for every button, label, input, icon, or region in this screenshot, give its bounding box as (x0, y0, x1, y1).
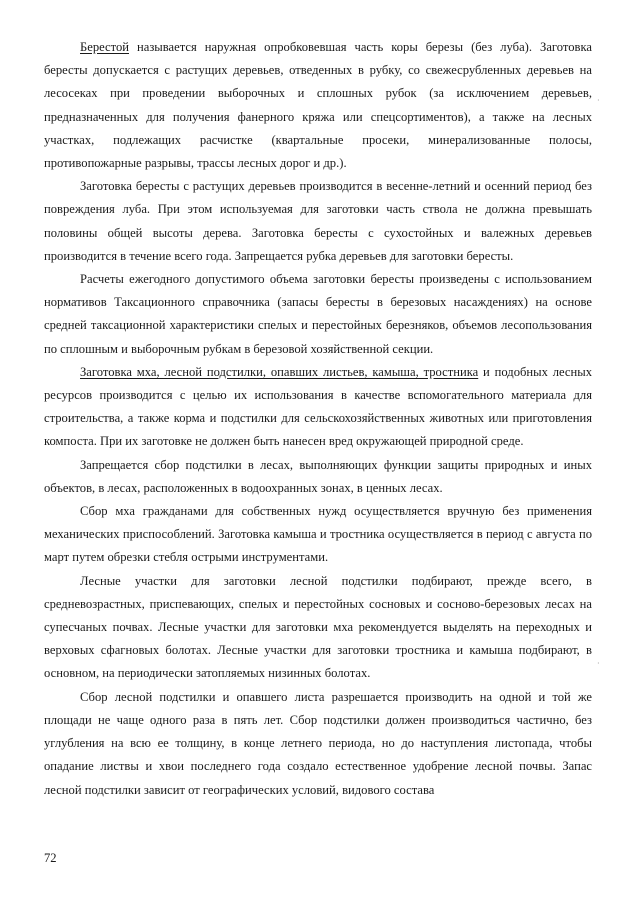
paragraph-birch-bark-definition (44, 36, 592, 175)
paragraph-text: Расчеты ежегодного допустимого объема заготовки бересты произведены с использованием нормативов Таксационного справочника (запасы бересты в березовых насаждениях) на основе средней таксационной характеристики спелых и перестойных березняков, объемов лесопользования по сплошным и выборочным рубкам в березовой хозяйственной секции. (44, 272, 592, 356)
paragraph-birch-bark-volume-calculation (44, 268, 592, 361)
page-number: 72 (44, 851, 57, 865)
paragraph-text: называется наружная опробковевшая часть коры березы (без луба). Заготовка бересты допускается с растущих деревьев, отведенных в рубку, со свежесрубленных деревьев на лесосеках при проведении выборочных и сплошных рубок (за исключением деревьев, предназначенных для получения фанерного кряжа или спецсортиментов), а также на лесных участках, подлежащих расчистке (квартальные просеки, минерализованные полосы, противопожарные разрывы, трассы лесных дорог и др.). (44, 40, 592, 171)
paragraph-text: Сбор мха гражданами для собственных нужд осуществляется вручную без применения механических приспособлений. Заготовка камыша и тростника осуществляется в период с августа по март путем обрезки стебля острыми инструментами. (44, 504, 592, 565)
paragraph-text: Сбор лесной подстилки и опавшего листа разрешается производить на одной и той же площади не чаще одного раза в пять лет. Сбор подстилки должен производиться частично, без углубления на всю ее толщину, в конце летнего периода, но до наступления листопада, чтобы опадание листвы и хвои последнего года создало естественное удобрение лесной почвы. Запас лесной подстилки зависит от географических условий, видового состава (44, 689, 592, 797)
paragraph-litter-collection-frequency (44, 686, 592, 802)
term-birch-bark: Берестой (80, 40, 129, 54)
scan-artifact-mark: · (597, 659, 600, 668)
paragraph-litter-prohibition (44, 454, 592, 500)
paragraph-text: и подобных лесных ресурсов производится с целью их использования в качестве вспомогательного материала для строительства, а также корма и подстилки для сельскохозяйственных животных или приготовления компоста. При их заготовке не должен быть нанесен вред окружающей природной среде. (44, 364, 592, 449)
paragraph-text: Запрещается сбор подстилки в лесах, выполняющих функции защиты природных и иных объектов, в лесах, расположенных в водоохранных зонах, в ценных лесах. (44, 457, 592, 495)
scan-artifact-mark: · (597, 96, 600, 105)
paragraph-text: Заготовка бересты с растущих деревьев производится в весенне-летний и осенний период без повреждения луба. При этом используемая для заготовки часть ствола не должна превышать половины общей высоты дерева. Заготовка бересты с сухостойных и валежных деревьев производится в течение всего года. Запрещается рубка деревьев для заготовки бересты. (44, 179, 592, 263)
paragraph-birch-bark-harvest-period (44, 175, 592, 268)
document-body (44, 36, 592, 802)
paragraph-text: Лесные участки для заготовки лесной подстилки подбирают, прежде всего, в средневозрастных, приспевающих, спелых и перестойных сосновых и сосново-березовых лесах на супесчаных почвах. Лесные участки для заготовки мха рекомендуется выделять на переходных и верховых сфагновых болотах. Лесные участки для заготовки тростника и камыша подбирают, в основном, на периодически затопляемых низинных болотах. (44, 573, 592, 681)
paragraph-site-selection (44, 570, 592, 686)
paragraph-moss-collection (44, 500, 592, 570)
paragraph-moss-litter-definition (44, 361, 592, 454)
term-moss-litter-reed: Заготовка мха, лесной подстилки, опавших листьев, камыша, тростника (80, 364, 479, 379)
